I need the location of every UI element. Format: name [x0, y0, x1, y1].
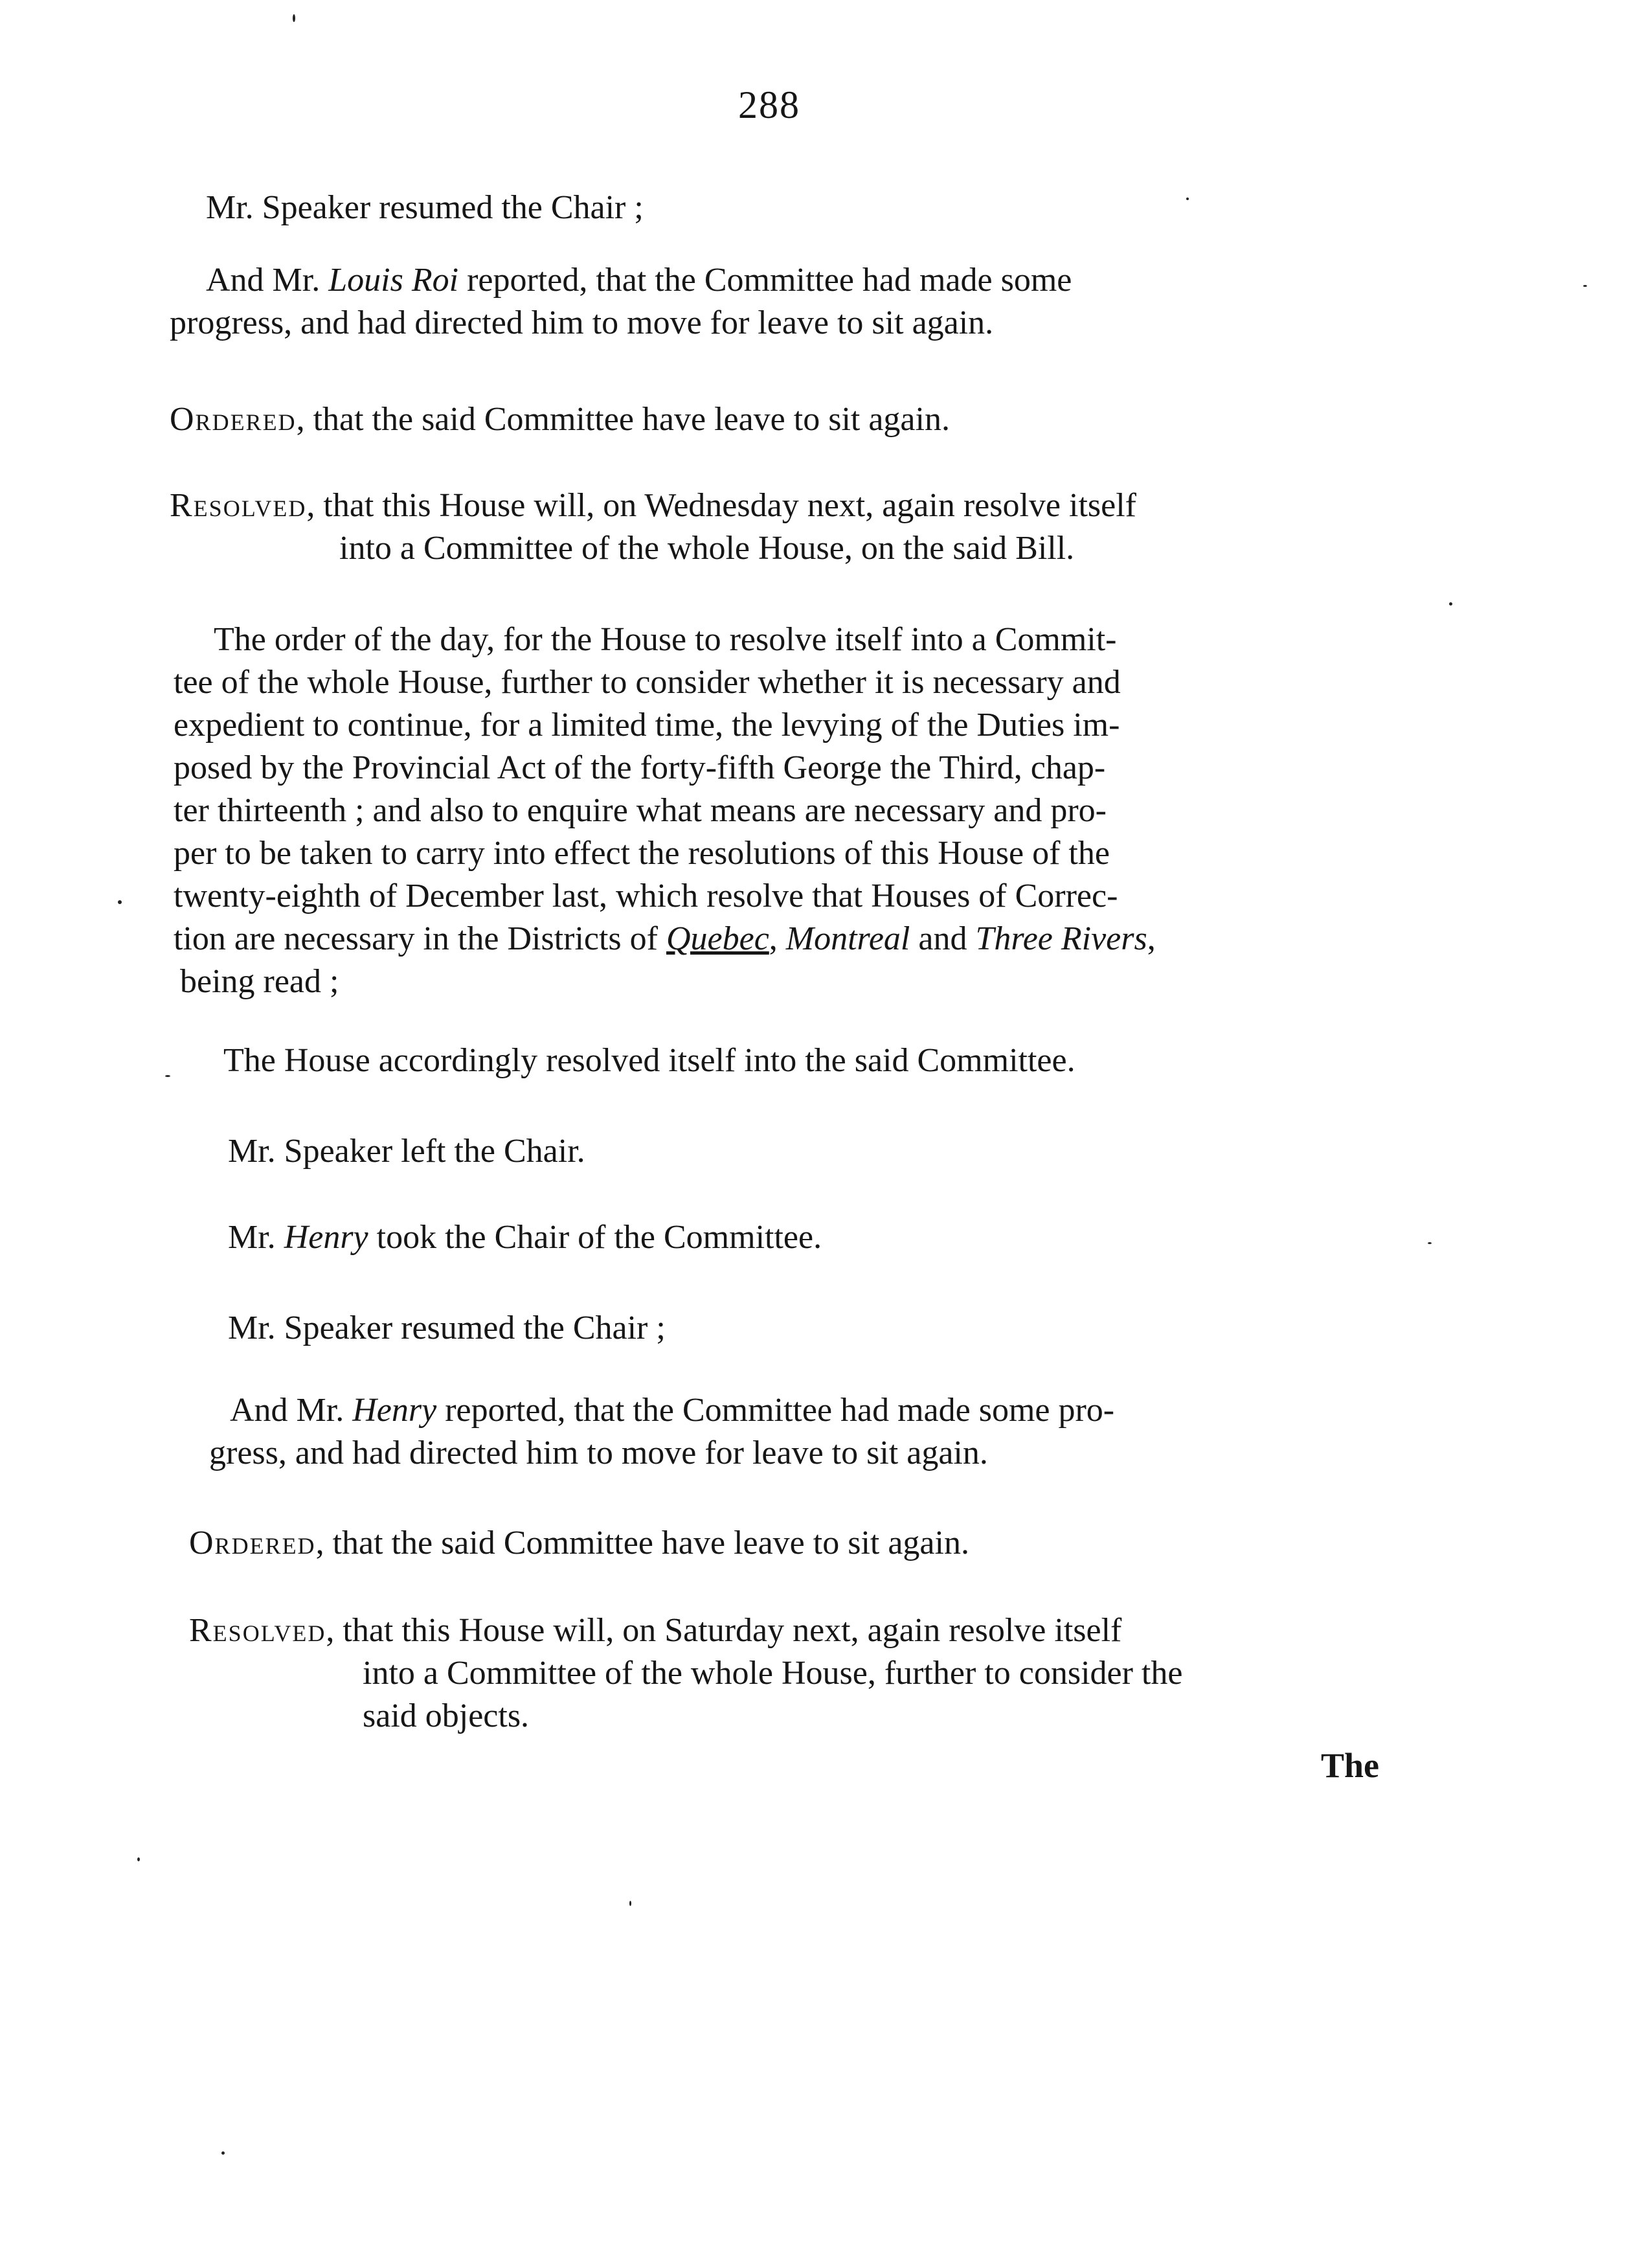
page-number: 288	[738, 84, 800, 126]
place-montreal: Montreal	[785, 920, 910, 957]
resolved-keyword: Resolved	[170, 487, 307, 524]
resolved-continuation: into a Committee of the whole House, on the said Bill.	[339, 530, 1075, 567]
place-three-rivers: Three Rivers	[975, 920, 1147, 957]
member-name: Henry	[352, 1392, 437, 1429]
scan-speck	[1583, 285, 1587, 287]
speaker-left-chair: Mr. Speaker left the Chair.	[228, 1133, 585, 1170]
districts-prefix: tion are necessary in the Districts of	[174, 920, 666, 957]
place-quebec: Quebec	[666, 920, 769, 957]
scan-speck	[629, 1901, 631, 1906]
report-prefix: And Mr.	[206, 262, 329, 299]
resolved-entry-2	[189, 1609, 1452, 1738]
resolved-continuation: said objects.	[363, 1697, 530, 1734]
report-text: reported, that the Committee had made some pro-	[436, 1392, 1115, 1429]
henry-prefix: Mr.	[228, 1219, 284, 1256]
order-line: twenty-eighth of December last, which resolve that Houses of Correc-	[174, 878, 1118, 914]
separator: ,	[1147, 920, 1156, 957]
order-line: per to be taken to carry into effect the resolutions of this House of the	[174, 835, 1110, 872]
report-text: reported, that the Committee had made some	[458, 262, 1072, 299]
order-line: posed by the Provincial Act of the forty-fifth George the Third, chap-	[174, 749, 1106, 786]
resolved-text: , that this House will, on Wednesday next, again resolve itself	[306, 487, 1136, 524]
speaker-resumed-chair-2: Mr. Speaker resumed the Chair ;	[228, 1310, 666, 1346]
ordered-keyword: Ordered	[170, 401, 297, 438]
resolved-keyword: Resolved	[189, 1612, 326, 1649]
henry-report	[209, 1389, 1439, 1475]
catchword: The	[1321, 1746, 1380, 1785]
ordered-entry-1	[170, 398, 950, 441]
order-line: ter thirteenth ; and also to enquire what means are necessary and pro-	[174, 792, 1107, 829]
scan-speck	[165, 1075, 170, 1077]
ordered-text: , that the said Committee have leave to sit again.	[315, 1525, 969, 1561]
scan-speck	[221, 2151, 225, 2155]
member-name: Louis Roi	[328, 262, 459, 299]
report-continuation: gress, and had directed him to move for leave to sit again.	[209, 1435, 988, 1471]
scan-speck	[1449, 602, 1452, 606]
order-of-the-day	[174, 618, 1436, 1003]
report-prefix: And Mr.	[230, 1392, 353, 1429]
order-line-final: being read ;	[180, 963, 339, 1000]
resolved-entry-1	[170, 484, 1432, 570]
resolved-text: , that this House will, on Saturday next, again resolve itself	[326, 1612, 1122, 1649]
scan-speck	[293, 14, 295, 22]
scan-speck	[1186, 198, 1189, 200]
louis-roi-report	[170, 259, 1400, 345]
scan-speck	[1428, 1242, 1432, 1244]
separator: ,	[769, 920, 786, 957]
separator: and	[910, 920, 976, 957]
order-line: The order of the day, for the House to resolve itself into a Commit-	[214, 621, 1117, 658]
order-line: expedient to continue, for a limited time, the levying of the Duties im-	[174, 707, 1120, 743]
house-resolved-into-committee: The House accordingly resolved itself into the said Committee.	[223, 1042, 1075, 1079]
resolved-continuation: into a Committee of the whole House, further to consider the	[363, 1655, 1183, 1692]
order-line-districts	[174, 918, 1436, 960]
ordered-entry-2	[189, 1522, 969, 1565]
report-continuation: progress, and had directed him to move for leave to sit again.	[170, 304, 994, 341]
scan-speck	[118, 900, 122, 904]
scan-speck	[137, 1857, 140, 1861]
member-name: Henry	[284, 1219, 368, 1256]
henry-text: took the Chair of the Committee.	[368, 1219, 822, 1256]
henry-took-chair	[228, 1216, 822, 1259]
ordered-keyword: Ordered	[189, 1525, 316, 1561]
order-line: tee of the whole House, further to consider whether it is necessary and	[174, 664, 1121, 701]
ordered-text: , that the said Committee have leave to sit again.	[296, 401, 950, 438]
speaker-resumed-chair-1: Mr. Speaker resumed the Chair ;	[206, 189, 644, 226]
